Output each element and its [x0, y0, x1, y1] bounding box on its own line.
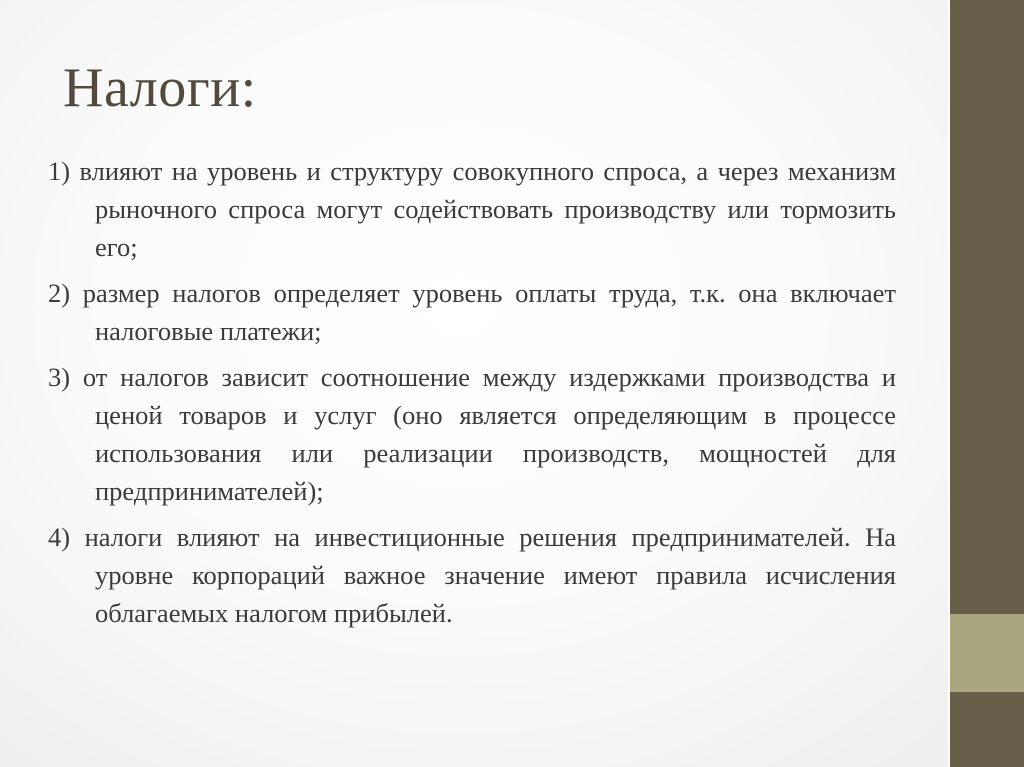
- list-item-2: 2) размер налогов определяет уровень оплаты труда, т.к. она включает налоговые платежи;: [48, 278, 896, 346]
- side-decoration-bar: [948, 0, 1024, 767]
- list-item-4: 4) налоги влияют на инвестиционные решения предпринимателей. На уровне корпораций важное значение имеют правила исчисления облагаемых налогом прибылей.: [48, 522, 896, 628]
- side-bar-accent-block: [950, 614, 1024, 692]
- slide-body: [48, 152, 896, 632]
- list-item-3: 3) от налогов зависит соотношение между издержками производства и ценой товаров и услуг (оно является определяющим в процессе использования или реализации производств, мощностей для предпринимателей);: [48, 362, 896, 506]
- list-item-1: 1) влияют на уровень и структуру совокупного спроса, а через механизм рыночного спроса могут содействовать производству или тормозить его;: [48, 156, 896, 262]
- slide-title: Налоги:: [63, 57, 257, 119]
